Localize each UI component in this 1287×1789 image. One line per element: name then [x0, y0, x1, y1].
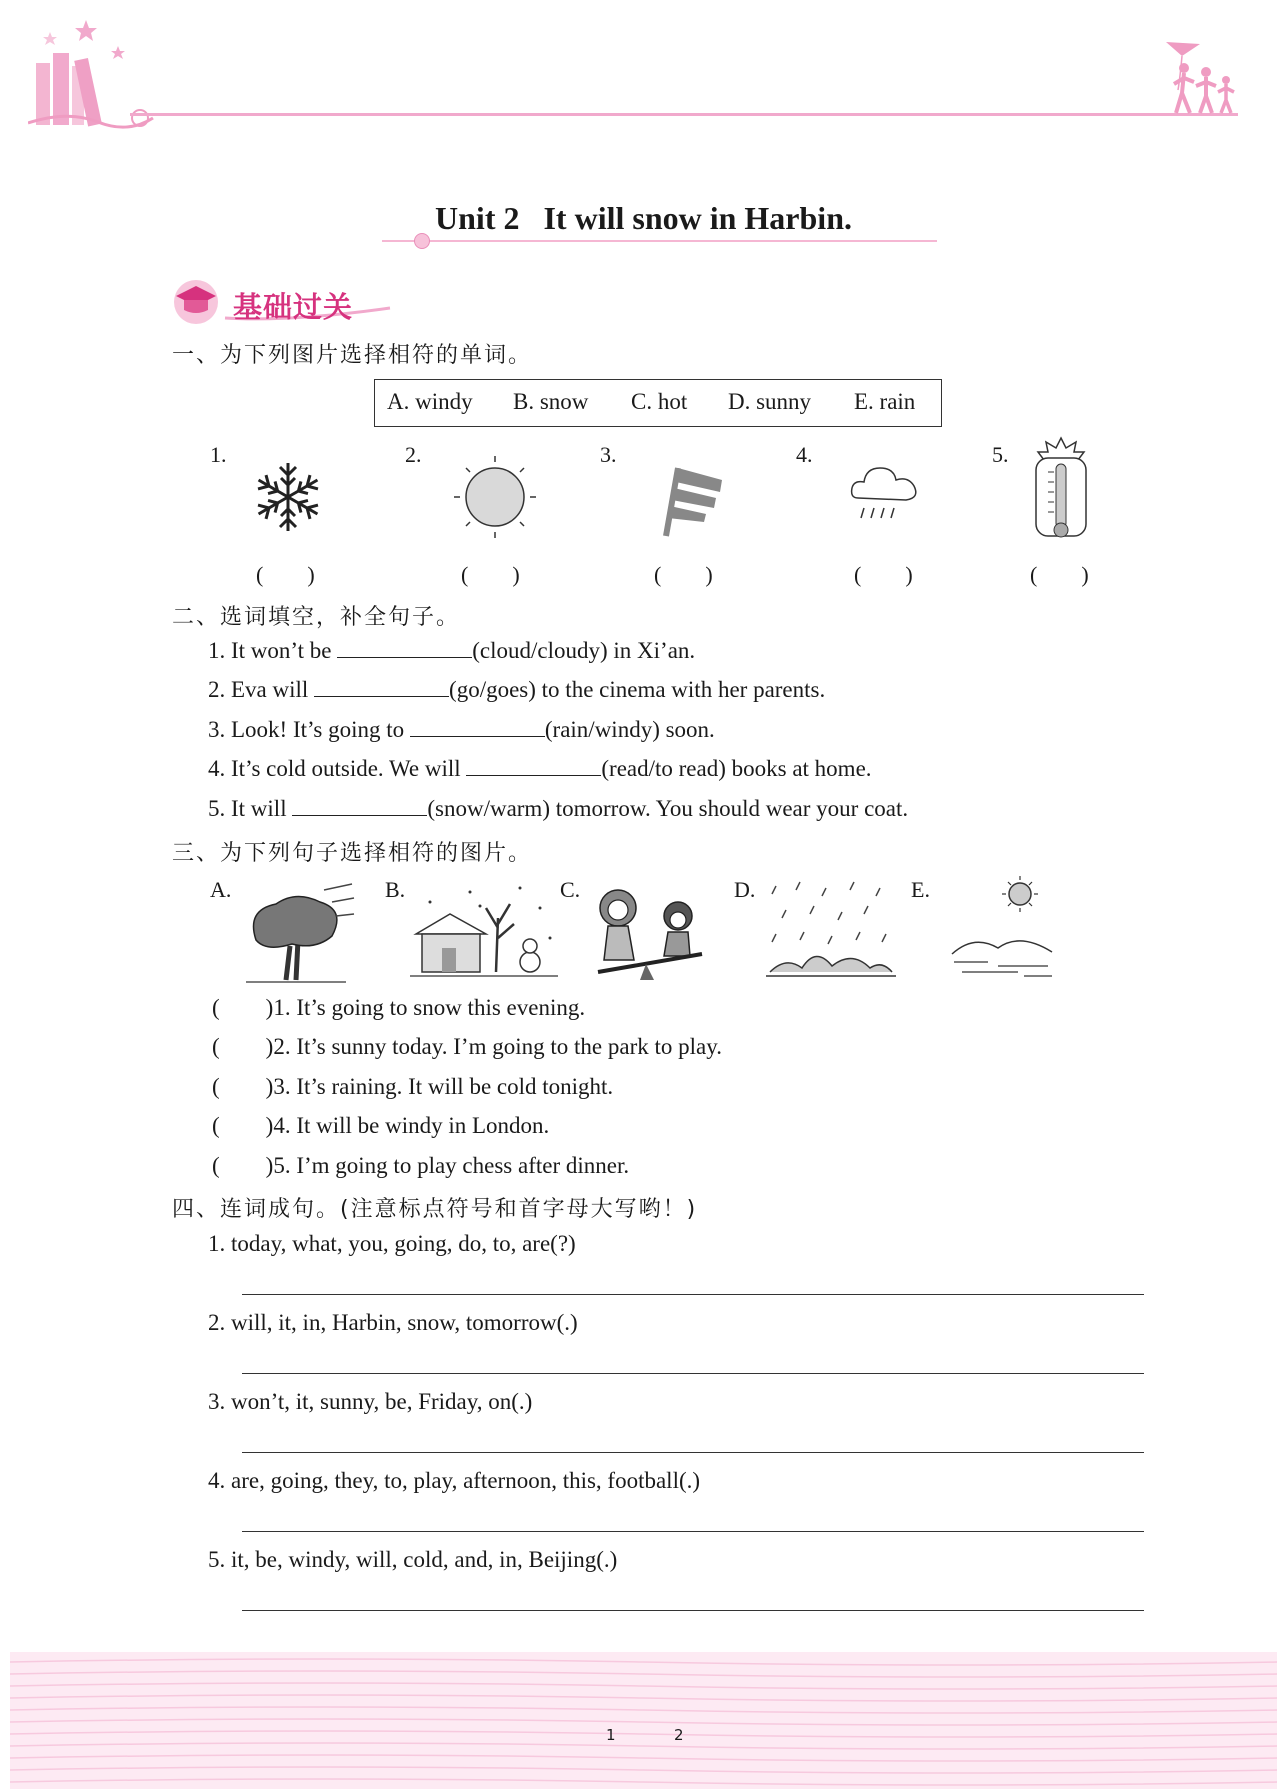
kids-seesaw-icon — [590, 880, 710, 986]
q4-heading: 四、连词成句。(注意标点符号和首字母大写哟！) — [172, 1197, 698, 1222]
q4-prompt: 5. it, be, windy, will, cold, and, in, Beijing(.) — [208, 1547, 618, 1572]
title-underline — [382, 240, 937, 242]
rainy-scene-icon — [766, 876, 896, 986]
answer-line[interactable] — [242, 1452, 1144, 1453]
snowy-house-icon — [410, 878, 560, 984]
answer-paren[interactable]: ( ) — [212, 1113, 274, 1138]
q2-sentence: 3. Look! It’s going to (rain/windy) soon. — [208, 717, 715, 742]
fill-blank[interactable] — [466, 757, 601, 776]
answer-paren[interactable]: ( ) — [212, 1153, 274, 1178]
fill-blank[interactable] — [292, 797, 427, 816]
page-number-right: 2 — [674, 1726, 684, 1744]
title-dot — [414, 233, 430, 249]
section-title: 基础过关 — [233, 290, 354, 324]
option-c: C. hot — [631, 389, 688, 414]
q1-item-number: 3. — [600, 442, 617, 467]
answer-paren[interactable]: ( ) — [212, 1074, 274, 1099]
windsock-icon — [650, 462, 730, 542]
fill-blank[interactable] — [337, 639, 472, 658]
picture-label: A. — [210, 877, 232, 902]
rain-cloud-icon — [848, 458, 924, 534]
answer-paren[interactable]: ( ) — [854, 562, 913, 587]
word-bank-box — [374, 379, 942, 427]
picture-label: E. — [911, 877, 930, 902]
sunny-lake-icon — [948, 874, 1058, 986]
picture-label: C. — [560, 877, 581, 902]
sun-icon — [450, 452, 540, 542]
q1-item-number: 2. — [405, 442, 422, 467]
fill-blank[interactable] — [314, 678, 449, 697]
header-rule — [130, 113, 1238, 116]
q1-item-number: 5. — [992, 442, 1009, 467]
q1-heading: 一、为下列图片选择相符的单词。 — [172, 343, 533, 368]
footer-stripes — [10, 1652, 1277, 1789]
answer-paren[interactable]: ( ) — [654, 562, 713, 587]
q3-row: ( )3. It’s raining. It will be cold tonight. — [212, 1074, 614, 1099]
option-b: B. snow — [513, 389, 589, 414]
option-d: D. sunny — [728, 389, 812, 414]
q2-heading: 二、选词填空，补全句子。 — [172, 605, 461, 630]
q2-sentence: 4. It’s cold outside. We will (read/to read) books at home. — [208, 756, 872, 781]
picture-label: B. — [385, 877, 406, 902]
answer-paren[interactable]: ( ) — [212, 1034, 274, 1059]
answer-paren[interactable]: ( ) — [461, 562, 520, 587]
q2-sentence: 2. Eva will (go/goes) to the cinema with her parents. — [208, 677, 826, 702]
option-a: A. windy — [387, 389, 473, 414]
fill-blank[interactable] — [410, 718, 545, 737]
q4-prompt: 2. will, it, in, Harbin, snow, tomorrow(.) — [208, 1310, 578, 1335]
q3-heading: 三、为下列句子选择相符的图片。 — [172, 841, 533, 866]
q3-row: ( )4. It will be windy in London. — [212, 1113, 550, 1138]
q3-row: ( )1. It’s going to snow this evening. — [212, 995, 586, 1020]
q3-row: ( )5. I’m going to play chess after dinner. — [212, 1153, 630, 1178]
children-kite-icon — [1160, 38, 1240, 118]
q1-item-number: 1. — [210, 442, 227, 467]
option-e: E. rain — [854, 389, 916, 414]
answer-line[interactable] — [242, 1610, 1144, 1611]
page-number-left: 1 — [606, 1726, 616, 1744]
q1-item-number: 4. — [796, 442, 813, 467]
snowflake-icon — [246, 458, 330, 536]
q3-row: ( )2. It’s sunny today. I’m going to the park to play. — [212, 1034, 722, 1059]
windy-tree-icon — [236, 880, 356, 986]
answer-paren[interactable]: ( ) — [212, 995, 274, 1020]
answer-paren[interactable]: ( ) — [1030, 562, 1089, 587]
answer-paren[interactable]: ( ) — [256, 562, 315, 587]
q2-sentence: 1. It won’t be (cloud/cloudy) in Xi’an. — [208, 638, 696, 663]
answer-line[interactable] — [242, 1294, 1144, 1295]
page-title: Unit 2 It will snow in Harbin. — [435, 200, 852, 236]
answer-line[interactable] — [242, 1531, 1144, 1532]
picture-label: D. — [734, 877, 756, 902]
q4-prompt: 3. won’t, it, sunny, be, Friday, on(.) — [208, 1389, 533, 1414]
answer-line[interactable] — [242, 1373, 1144, 1374]
thermometer-icon — [1026, 436, 1096, 546]
q4-prompt: 1. today, what, you, going, do, to, are(?) — [208, 1231, 576, 1256]
q2-sentence: 5. It will (snow/warm) tomorrow. You should wear your coat. — [208, 796, 909, 821]
q4-prompt: 4. are, going, they, to, play, afternoon, this, football(.) — [208, 1468, 701, 1493]
